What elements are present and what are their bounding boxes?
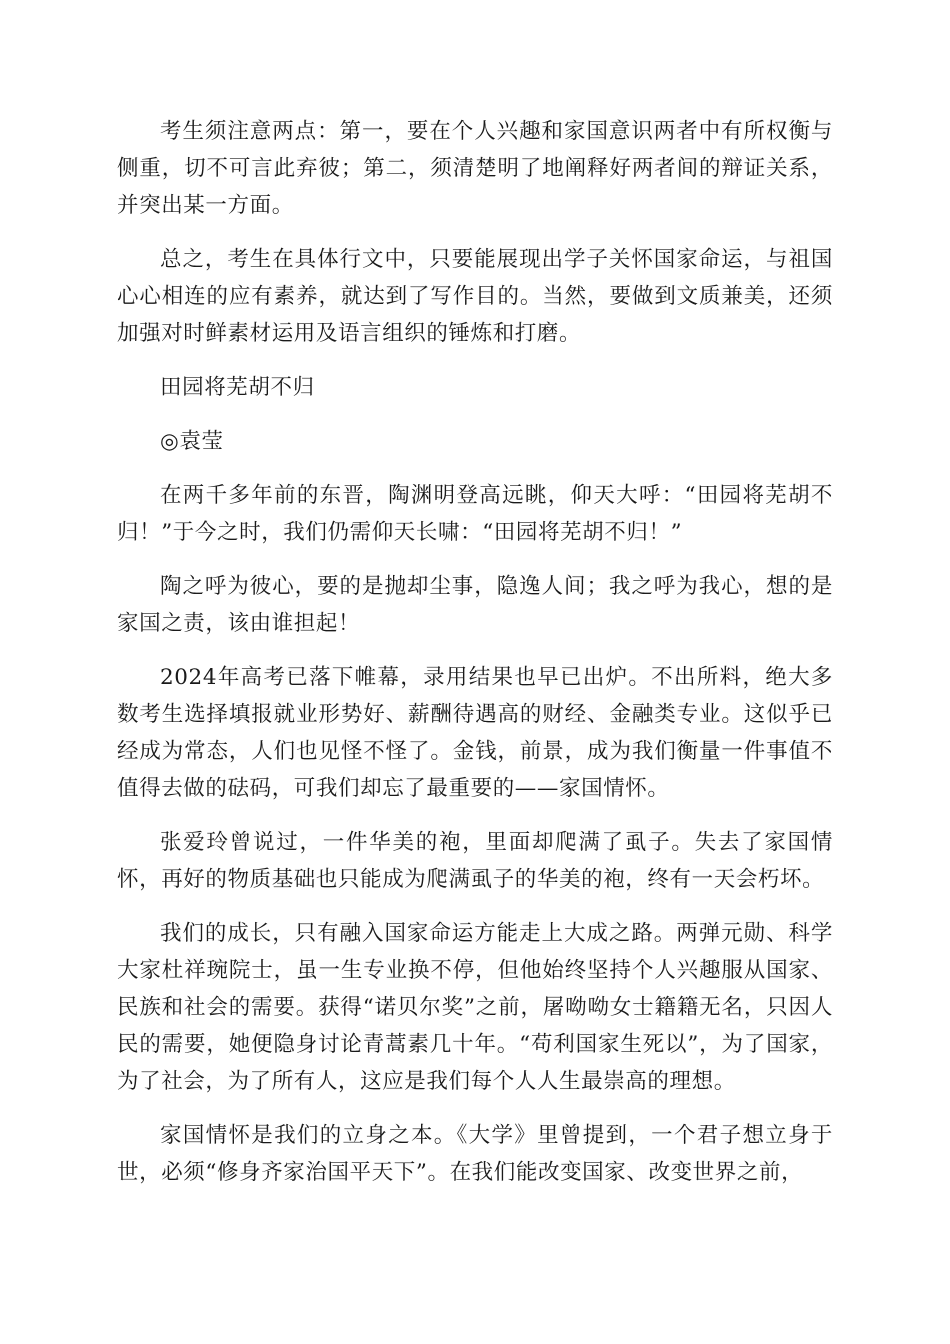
document-body: [117, 113, 833, 1208]
paragraph-summary: 总之，考生在具体行文中，只要能展现出学子关怀国家命运，与祖国心心相连的应有素养，就达到了写作目的。当然，要做到文质兼美，还须加强对时鲜素材运用及语言组织的锤炼和打磨。: [117, 247, 833, 346]
essay-title: 田园将芜胡不归: [160, 375, 315, 400]
paragraph-2: 陶之呼为彼心，要的是抛却尘事，隐逸人间；我之呼为我心，想的是家国之责，该由谁担起！: [117, 574, 833, 636]
paragraph-3: 2024年高考已落下帷幕，录用结果也早已出炉。不出所料，绝大多数考生选择填报就业形势好、薪酬待遇高的财经、金融类专业。这似乎已经成为常态，人们也见怪不怪了。金钱，前景，成为我们衡量一件事值不值得去做的砝码，可我们却忘了最重要的——家国情怀。: [117, 665, 833, 801]
paragraph-1: 在两千多年前的东晋，陶渊明登高远眺，仰天大呼：“田园将芜胡不归！”于今之时，我们仍需仰天长啸：“田园将芜胡不归！”: [117, 483, 833, 545]
paragraph-5: 我们的成长，只有融入国家命运方能走上大成之路。两弹元勋、科学大家杜祥琬院士，虽一生专业换不停，但他始终坚持个人兴趣服从国家、民族和社会的需要。获得“诺贝尔奖”之前，屠呦呦女士籍籍无名，只因人民的需要，她便隐身讨论青蒿素几十年。“苟利国家生死以”，为了国家，为了社会，为了所有人，这应是我们每个人人生最崇高的理想。: [117, 921, 833, 1094]
essay-author: ◎袁莹: [160, 429, 224, 454]
paragraph-tips: 考生须注意两点：第一，要在个人兴趣和家国意识两者中有所权衡与侧重，切不可言此弃彼；第二，须清楚明了地阐释好两者间的辩证关系，并突出某一方面。: [117, 119, 833, 218]
paragraph-6: 家国情怀是我们的立身之本。《大学》里曾提到，一个君子想立身于世，必须“修身齐家治国平天下”。在我们能改变国家、改变世界之前，: [117, 1123, 833, 1185]
paragraph-4: 张爱玲曾说过，一件华美的袍，里面却爬满了虱子。失去了家国情怀，再好的物质基础也只能成为爬满虱子的华美的袍，终有一天会朽坏。: [117, 830, 833, 892]
